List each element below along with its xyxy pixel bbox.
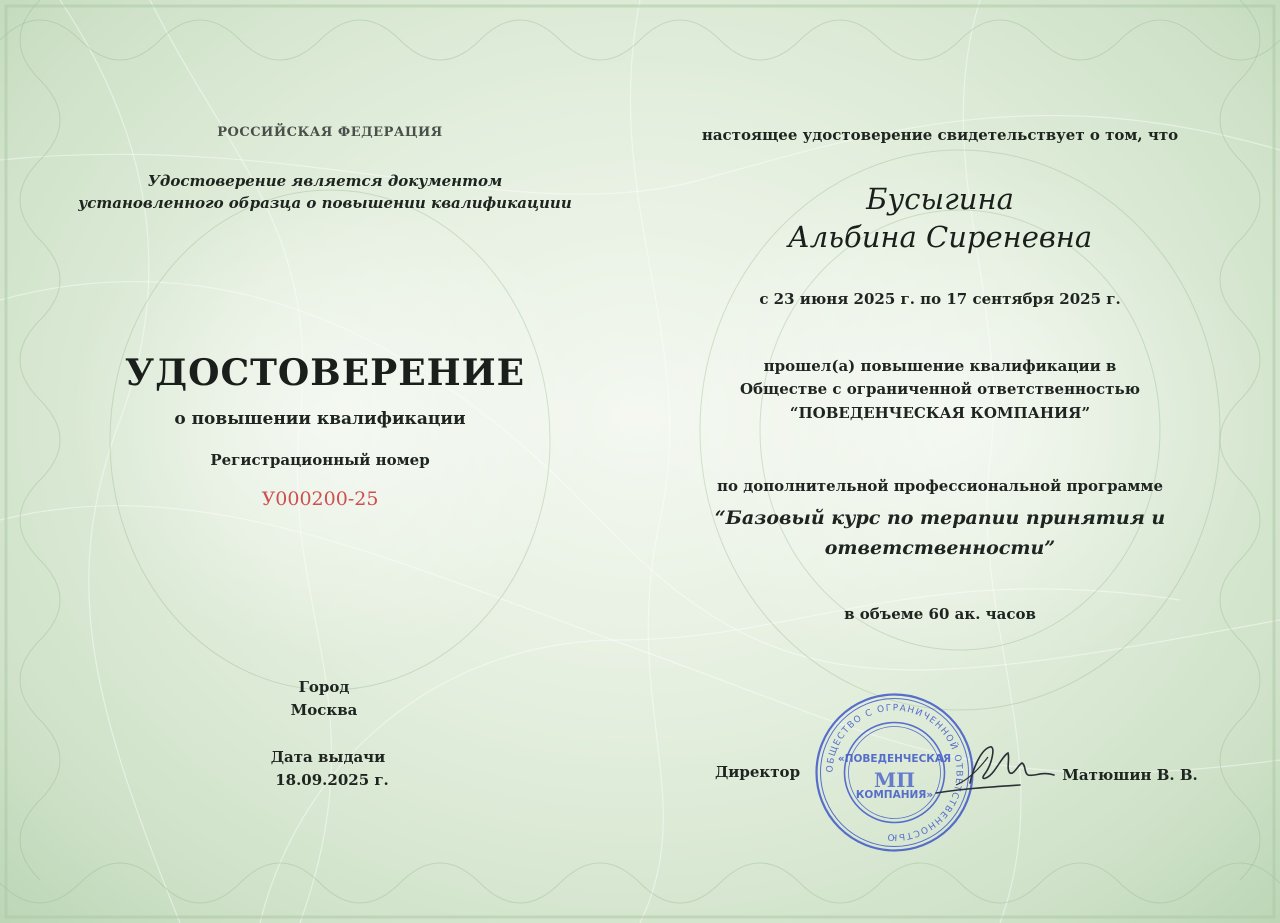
city-label: Город (298, 678, 350, 696)
issue-date: 18.09.2025 г. (275, 771, 389, 789)
intro-text: настоящее удостоверение свидетельствует о том, что (701, 126, 1179, 144)
director-name: Матюшин В. В. (1062, 766, 1198, 784)
director-label: Директор (714, 763, 801, 781)
country-label: РОССИЙСКАЯ ФЕДЕРАЦИЯ (217, 125, 443, 140)
director-signature (930, 735, 1060, 805)
training-period: с 23 июня 2025 г. по 17 сентября 2025 г. (759, 290, 1121, 308)
city-value: Москва (290, 701, 358, 719)
recipient-surname: Бусыгина (866, 182, 1014, 216)
seal-center-line2: КОМПАНИЯ» (855, 789, 934, 801)
certificate-note-line1: Удостоверение является документом (147, 172, 503, 190)
program-name-line1: “Базовый курс по терапии принятия и (714, 507, 1166, 529)
organization-name: “ПОВЕДЕНЧЕСКАЯ КОМПАНИЯ” (789, 404, 1091, 422)
passed-line1: прошел(а) повышение квалификации в (763, 357, 1117, 375)
seal-center-line1: «ПОВЕДЕНЧЕСКАЯ (837, 753, 952, 765)
document-subtitle: о повышении квалификации (174, 409, 466, 429)
recipient-given-names: Альбина Сиреневна (787, 220, 1093, 254)
seal-logo: МП (873, 768, 916, 792)
program-label: по дополнительной профессиональной программе (716, 477, 1163, 495)
passed-line2: Обществе с ограниченной ответственностью (739, 380, 1141, 398)
course-volume: в объеме 60 ак. часов (844, 605, 1036, 623)
registration-number: У000200-25 (261, 488, 379, 510)
certificate-note-line2: установленного образца о повышении квалификациии (78, 194, 572, 212)
document-title: УДОСТОВЕРЕНИЕ (124, 352, 526, 394)
registration-number-label: Регистрационный номер (210, 451, 430, 469)
program-name-line2: ответственности” (824, 537, 1056, 559)
issue-date-label: Дата выдачи (270, 748, 386, 766)
seal-ring-text: ОБЩЕСТВО С ОГРАНИЧЕННОЙ ОТВЕТСТВЕННОСТЬЮ (825, 703, 964, 842)
